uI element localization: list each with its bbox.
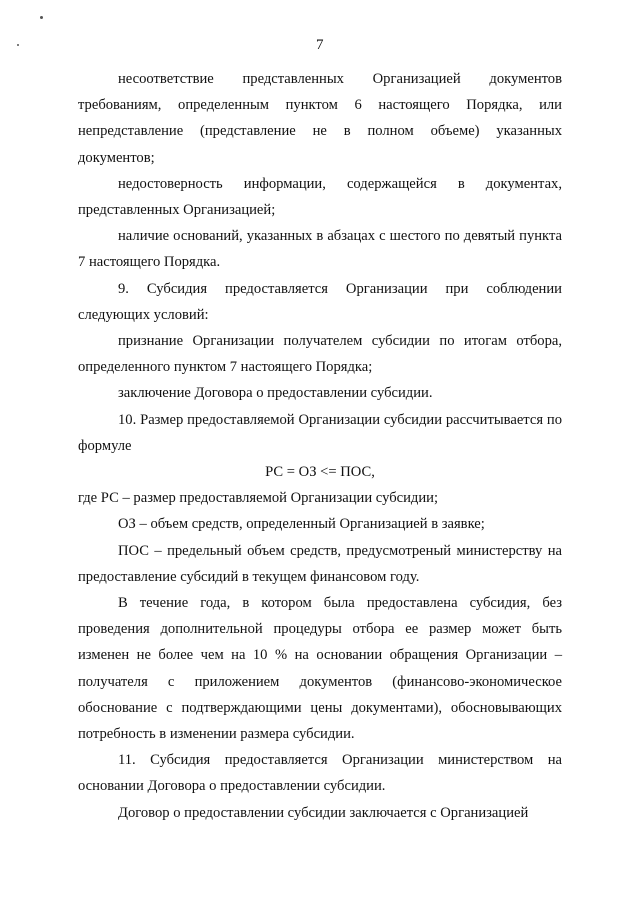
- paragraph-clause-10: 10. Размер предоставляемой Организации субсидии рассчитывается по формуле: [78, 411, 562, 454]
- scan-speck: [40, 16, 43, 19]
- paragraph-noncompliance: несоответствие представленных Организацией документов требованиям, определенным пунктом 6 настоящего Порядка, или непредставление (представление не в полном объеме) указанных документов;: [78, 71, 562, 166]
- paragraph-size-change: В течение года, в котором была предоставлена субсидия, без проведения дополнительной процедуры отбора ее размер может быть изменен не более чем на 10 % на основании обращения Организации – получателя с приложением документов (финансово-экономическое обоснование с подтверждающими цены документами), обосновывающих потребность в изменении размера субсидии.: [78, 595, 562, 743]
- paragraph-recognition: признание Организации получателем субсидии по итогам отбора, определенного пунктом 7 настоящего Порядка;: [78, 333, 562, 376]
- paragraph-pos: ПОС – предельный объем средств, предусмотреный министерству на предоставление субсидий в текущем финансовом году.: [78, 542, 562, 585]
- paragraph-unreliability: недостоверность информации, содержащейся в документах, представленных Организацией;: [78, 175, 562, 219]
- body-text: [78, 66, 562, 826]
- paragraph-grounds: наличие оснований, указанных в абзацах с шестого по девятый пункта 7 настоящего Порядка.: [78, 228, 562, 271]
- paragraph-agreement: заключение Договора о предоставлении субсидии.: [118, 385, 433, 402]
- paragraph-where-rs: где РС – размер предоставляемой Организации субсидии;: [78, 490, 439, 507]
- page-number: 7: [316, 37, 324, 53]
- formula: РС = ОЗ <= ПОС,: [265, 464, 375, 481]
- paragraph-clause-11: 11. Субсидия предоставляется Организации министерством на основании Договора о предоставлении субсидии.: [78, 752, 562, 795]
- paragraph-clause-9: 9. Субсидия предоставляется Организации при соблюдении следующих условий:: [78, 280, 562, 323]
- paragraph-oz: ОЗ – объем средств, определенный Организацией в заявке;: [118, 516, 485, 533]
- paragraph-contract: Договор о предоставлении субсидии заключается с Организацией: [118, 804, 529, 821]
